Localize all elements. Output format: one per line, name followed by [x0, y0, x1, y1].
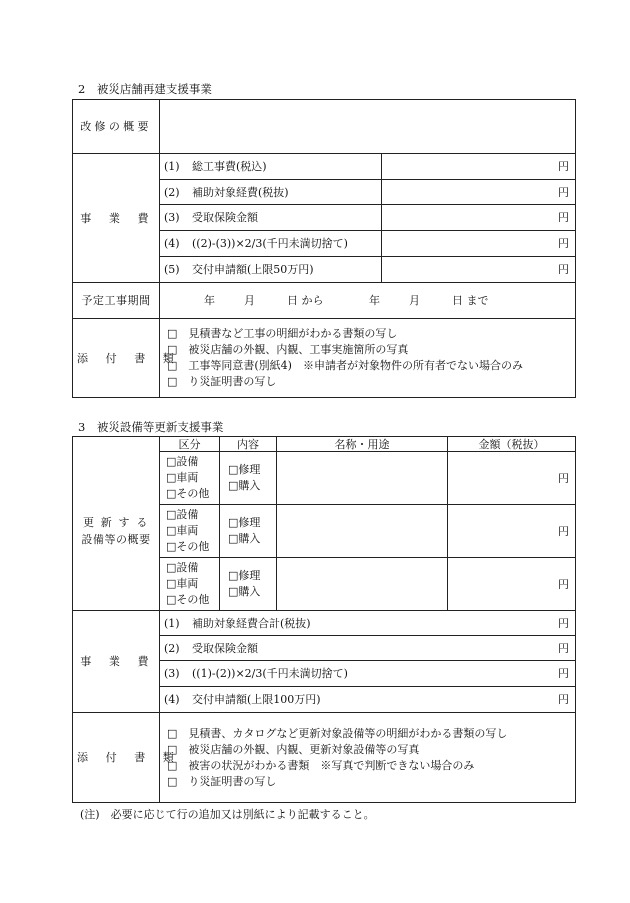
section2-title: 3 被災設備等更新支援事業 [78, 420, 224, 434]
header-amount: 金額（税抜） [448, 437, 576, 452]
category-options[interactable]: □設備 □車両 □その他 [160, 558, 220, 611]
overview-field[interactable] [160, 100, 576, 154]
cost-row[interactable]: (1) 補助対象経費合計(税抜) 円 [160, 611, 576, 636]
equipment-table [72, 436, 576, 803]
overview-label: 改修の概要 [73, 100, 160, 154]
cost-row[interactable]: (4) 交付申請額(上限100万円) 円 [160, 687, 576, 713]
cost-item: (1) 総工事費(税込) [160, 154, 382, 180]
attach-item[interactable]: □ 見積書、カタログなど更新対象設備等の明細がわかる書類の写し [167, 726, 508, 740]
attach-item[interactable]: □ り災証明書の写し [167, 774, 277, 788]
category-options[interactable]: □設備 □車両 □その他 [160, 505, 220, 558]
store-rebuild-table [72, 99, 576, 398]
header-blank [73, 437, 160, 452]
attach-label: 添 付 書 類 [73, 713, 160, 803]
attach-item[interactable]: □ 被災店舗の外観、内観、工事実施箇所の写真 [167, 343, 409, 356]
cost-label: 事 業 費 [73, 611, 160, 713]
cost-amount-field[interactable]: 円 [382, 205, 576, 231]
header-category: 区分 [160, 437, 220, 452]
attach-item[interactable]: □ 工事等同意書(別紙4) ※申請者が対象物件の所有者でない場合のみ [167, 359, 523, 372]
cost-item: (5) 交付申請額(上限50万円) [160, 257, 382, 283]
name-use-field[interactable] [277, 505, 448, 558]
cost-item: (3) 受取保険金額 [160, 205, 382, 231]
cost-row[interactable]: (3) ((1)-(2))×2/3(千円未満切捨て) 円 [160, 661, 576, 687]
attach-item[interactable]: □ 被災店舗の外観、内観、更新対象設備等の写真 [167, 742, 420, 756]
category-options[interactable]: □設備 □車両 □その他 [160, 452, 220, 505]
amount-field[interactable]: 円 [448, 452, 576, 505]
content-options[interactable]: □修理 □購入 [220, 558, 277, 611]
cost-amount-field[interactable]: 円 [382, 257, 576, 283]
header-name-use: 名称・用途 [277, 437, 448, 452]
attach-item[interactable]: □ 見積書など工事の明細がわかる書類の写し [167, 327, 398, 340]
amount-field[interactable]: 円 [448, 505, 576, 558]
cost-item: (4) ((2)-(3))×2/3(千円未満切捨て) [160, 231, 382, 257]
period-label: 予定工事期間 [73, 283, 160, 319]
section1-title: 2 被災店舗再建支援事業 [78, 82, 212, 96]
amount-field[interactable]: 円 [448, 558, 576, 611]
cost-amount-field[interactable]: 円 [382, 180, 576, 205]
content-options[interactable]: □修理 □購入 [220, 452, 277, 505]
period-field[interactable]: 年 月 日 から 年 月 日 まで [160, 283, 576, 319]
name-use-field[interactable] [277, 452, 448, 505]
cost-item: (2) 補助対象経費(税抜) [160, 180, 382, 205]
attach-item[interactable]: □ 被害の状況がわかる書類 ※写真で判断できない場合のみ [167, 758, 475, 772]
name-use-field[interactable] [277, 558, 448, 611]
attach-list [160, 319, 576, 398]
equip-label: 更 新 す る 設備等の概要 [73, 452, 160, 611]
footnote: (注) 必要に応じて行の追加又は別紙により記載すること。 [80, 808, 375, 821]
content-options[interactable]: □修理 □購入 [220, 505, 277, 558]
attach-list [160, 713, 576, 803]
header-content: 内容 [220, 437, 277, 452]
cost-amount-field[interactable]: 円 [382, 154, 576, 180]
attach-item[interactable]: □ り災証明書の写し [167, 375, 277, 388]
cost-amount-field[interactable]: 円 [382, 231, 576, 257]
cost-label: 事 業 費 [73, 154, 160, 283]
cost-row[interactable]: (2) 受取保険金額 円 [160, 636, 576, 661]
attach-label: 添 付 書 類 [73, 319, 160, 398]
